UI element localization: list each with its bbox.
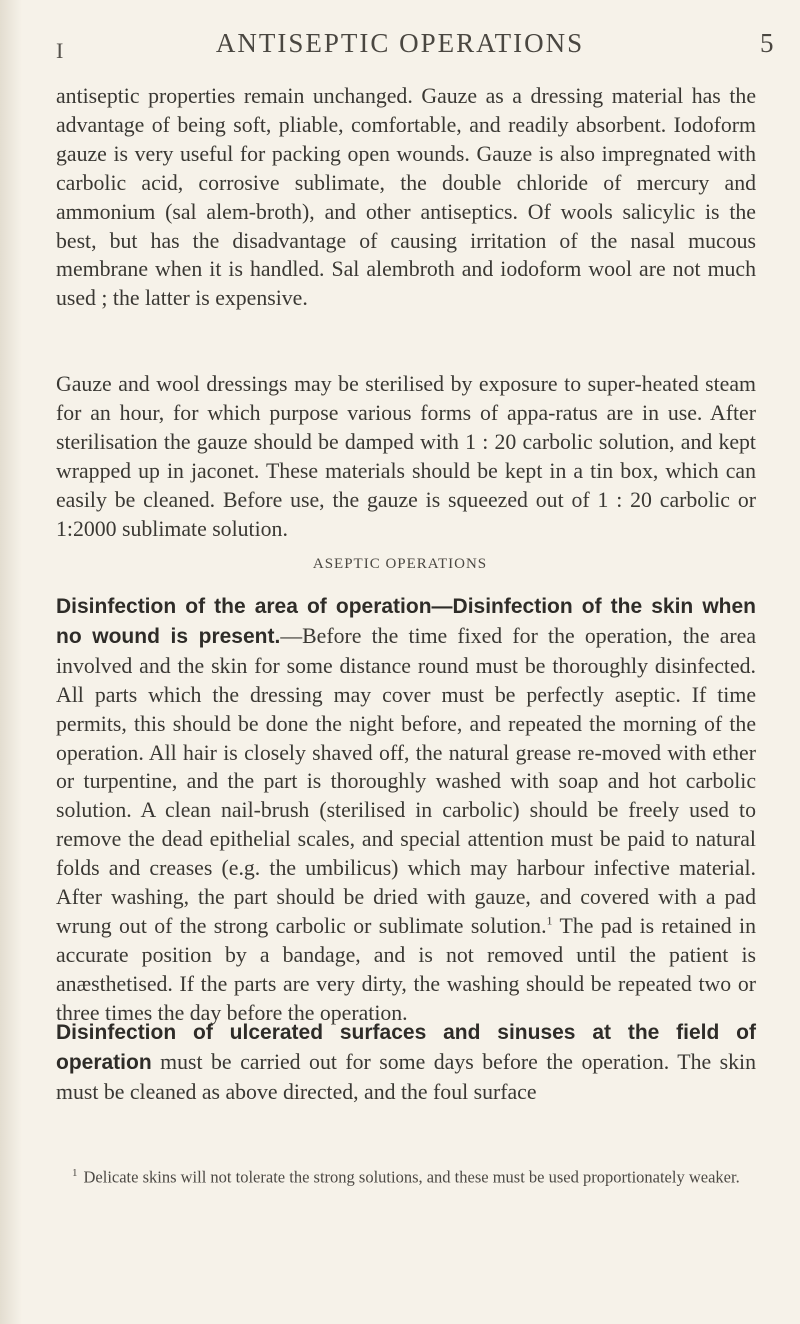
paragraph-3 <box>56 592 756 1028</box>
running-head <box>0 28 800 68</box>
page-number: 5 <box>760 28 774 58</box>
paragraph-4-body: must be carried out for some days before the operation. The skin must be cleaned as above directed, and the foul surface <box>56 1049 756 1104</box>
paragraph-1: antiseptic properties remain unchanged. Gauze as a dressing material has the advantage of being soft, pliable, comfortable, and readily absorbent. Iodoform gauze is very useful for packing open wounds. Gauze is also impregnated with carbolic acid, corrosive sublimate, the double chloride of mercury and ammonium (sal alem-broth), and other antiseptics. Of wools salicylic is the best, but has the disadvantage of causing irritation of the nasal mucous membrane when it is handled. Sal alembroth and iodoform wool are not much used ; the latter is expensive. <box>56 84 756 311</box>
section-heading: ASEPTIC OPERATIONS <box>312 556 488 572</box>
paragraph-3-tail: The pad is retained in accurate position by a bandage, and is not removed until the patient is anæsthetised. If the parts are very dirty, the washing should be repeated two or three times the day before the operation. <box>56 913 756 1025</box>
paragraph-3-body: —Before the time fixed for the operation, the area involved and the skin for some distance round must be thoroughly disinfected. All parts which the dressing may cover must be perfectly aseptic. If time permits, this should be done the night before, and repeated the morning of the operation. All hair is closely shaved off, the natural grease re-moved with ether or turpentine, and the part is thoroughly washed with soap and hot carbolic solution. A clean nail-brush (sterilised in carbolic) should be freely used to remove the dead epithelial scales, and special attention must be paid to natural folds and creases (e.g. the umbilicus) which may harbour infective material. After washing, the part should be dried with gauze, and covered with a pad wrung out of the strong carbolic or sublimate solution. <box>56 623 756 938</box>
footnote-reference: 1 <box>546 913 553 928</box>
paragraph-4 <box>56 1018 756 1107</box>
paragraph-2 <box>56 370 756 543</box>
paragraph-4-heading: Disinfection of ulcerated surfaces and sinuses at the field of operation <box>56 1021 756 1074</box>
footnote <box>56 1164 756 1187</box>
paragraph-3-heading: Disinfection of the area of operation—Disinfection of the skin when no wound is present. <box>56 595 756 648</box>
paragraph-2-text: Gauze and wool dressings may be sterilised by exposure to super-heated steam for an hour, for which purpose various forms of appa-ratus are in use. After sterilisation the gauze should be damped with 1 : 20 carbolic solution, and kept wrapped up in jaconet. These materials should be kept in a tin box, which can easily be cleaned. Before use, the gauze is squeezed out of 1 : 20 carbolic or 1:2000 sublimate solution. <box>56 372 756 541</box>
footnote-text: Delicate skins will not tolerate the strong solutions, and these must be used proportionately weaker. <box>83 1167 740 1187</box>
chapter-number: I <box>56 38 64 63</box>
running-title: ANTISEPTIC OPERATIONS <box>215 28 585 58</box>
footnote-mark: 1 <box>72 1167 78 1179</box>
page-gutter-shadow <box>0 0 22 1324</box>
